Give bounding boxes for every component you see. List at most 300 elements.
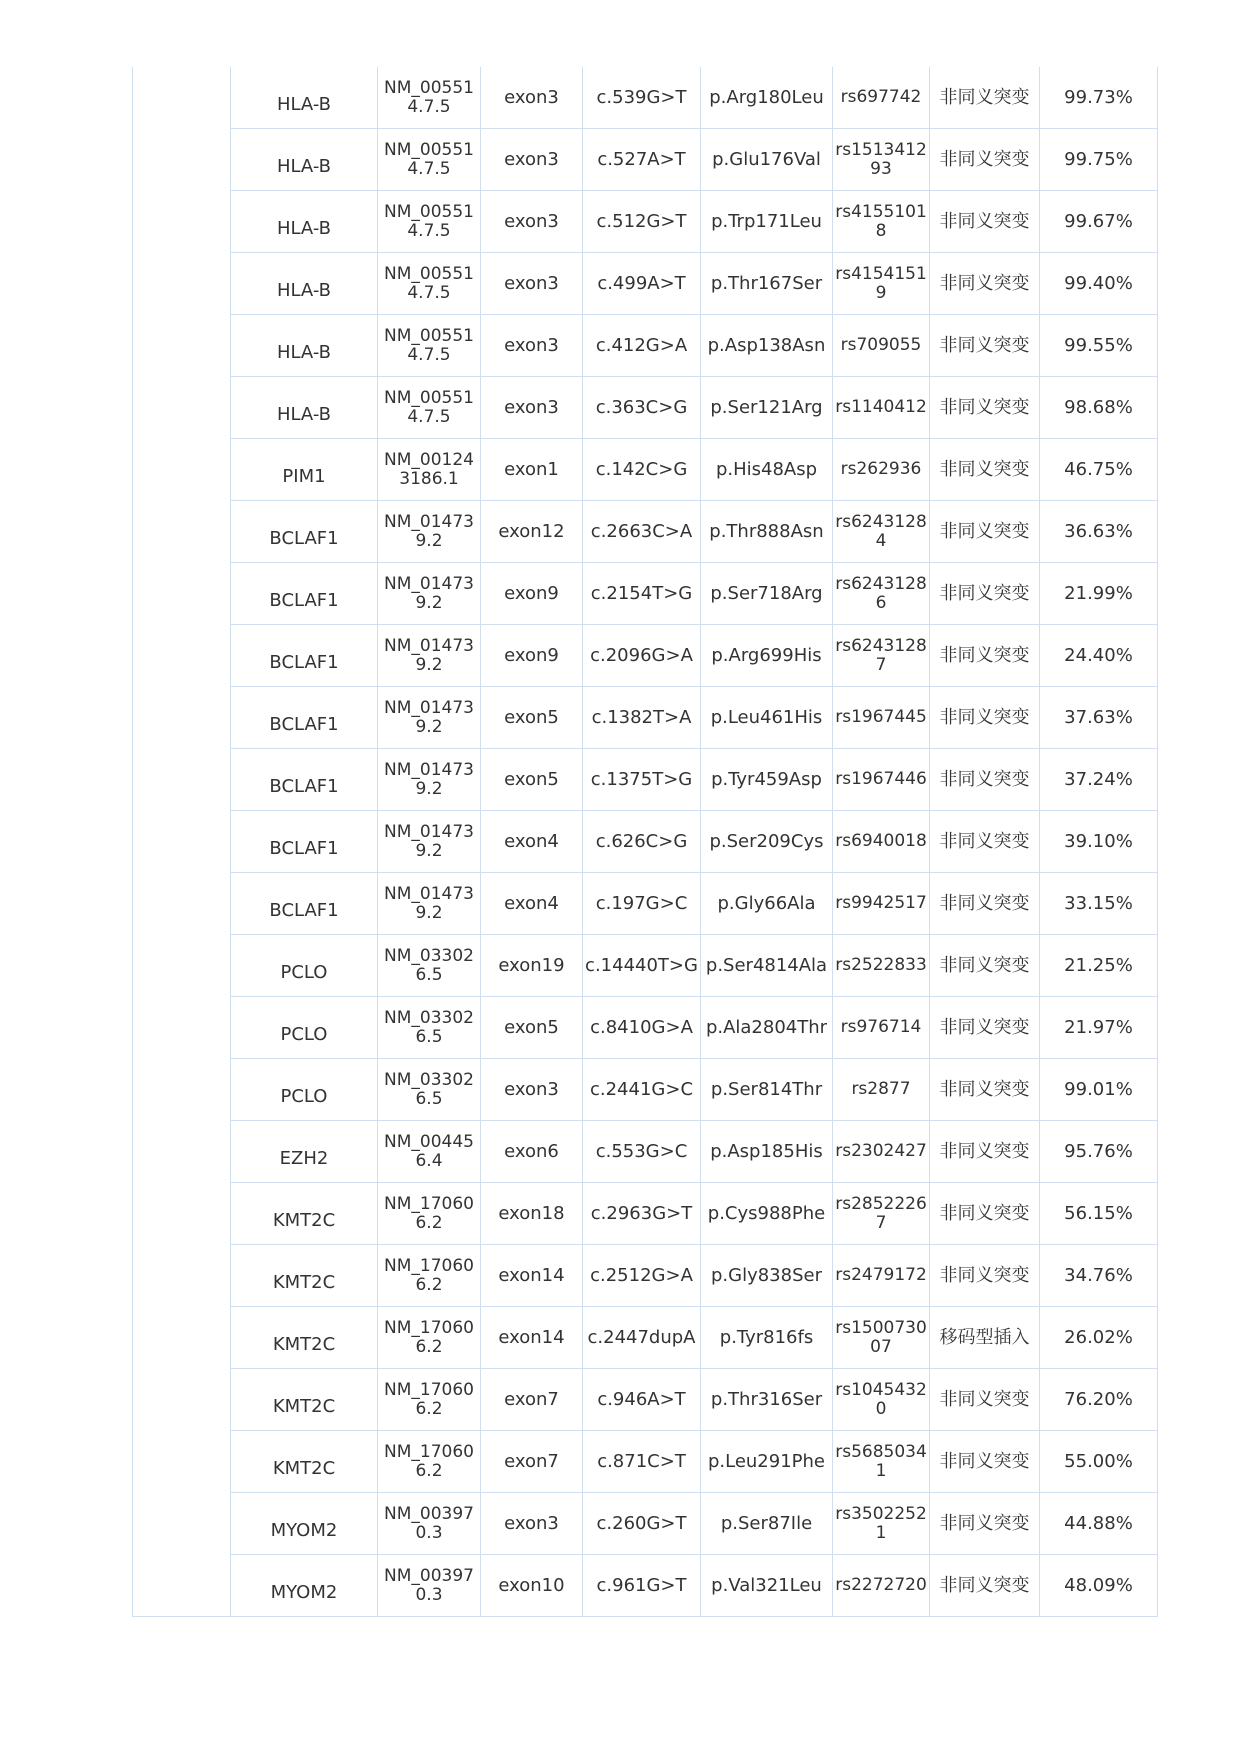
type-cell: 非同义突变 — [930, 191, 1040, 253]
cdna-cell: c.8410G>A — [583, 997, 701, 1059]
table-row — [133, 563, 1158, 625]
exon-cell: exon14 — [481, 1307, 583, 1369]
gene-cell: PCLO — [231, 1059, 378, 1121]
transcript-line: NM_00551 — [384, 263, 474, 284]
transcript-cell — [378, 1307, 481, 1369]
freq-cell: 36.63% — [1040, 501, 1158, 563]
protein-cell: p.Ser4814Ala — [701, 935, 833, 997]
rsid-line: rs4154151 — [835, 263, 927, 284]
rsid-line: rs2877 — [851, 1079, 911, 1099]
transcript-line: 4.7.5 — [407, 96, 451, 117]
transcript-line: NM_01473 — [384, 821, 474, 842]
rsid-line: rs5685034 — [835, 1441, 927, 1462]
exon-cell: exon5 — [481, 687, 583, 749]
exon-cell: exon1 — [481, 439, 583, 501]
transcript-cell — [378, 1121, 481, 1183]
protein-cell: p.Tyr459Asp — [701, 749, 833, 811]
freq-cell: 21.97% — [1040, 997, 1158, 1059]
table-row — [133, 687, 1158, 749]
rsid-cell — [833, 625, 930, 687]
type-cell: 非同义突变 — [930, 1059, 1040, 1121]
protein-cell: p.Gly66Ala — [701, 873, 833, 935]
rsid-line: rs2852226 — [835, 1193, 927, 1214]
rsid-line: rs1045432 — [835, 1379, 927, 1400]
gene-cell: HLA-B — [231, 253, 378, 315]
transcript-line: NM_03302 — [384, 945, 474, 966]
cdna-cell: c.2096G>A — [583, 625, 701, 687]
cdna-cell: c.499A>T — [583, 253, 701, 315]
table-row — [133, 1245, 1158, 1307]
gene-cell: PCLO — [231, 935, 378, 997]
protein-cell: p.Trp171Leu — [701, 191, 833, 253]
transcript-line: 6.5 — [415, 964, 443, 985]
transcript-line: NM_17060 — [384, 1441, 474, 1462]
protein-cell: p.Cys988Phe — [701, 1183, 833, 1245]
rsid-cell — [833, 811, 930, 873]
cdna-cell: c.2441G>C — [583, 1059, 701, 1121]
rsid-cell — [833, 67, 930, 129]
gene-cell: HLA-B — [231, 315, 378, 377]
freq-cell: 99.55% — [1040, 315, 1158, 377]
protein-cell: p.His48Asp — [701, 439, 833, 501]
gene-cell: KMT2C — [231, 1245, 378, 1307]
freq-cell: 56.15% — [1040, 1183, 1158, 1245]
freq-cell: 99.73% — [1040, 67, 1158, 129]
cdna-cell: c.512G>T — [583, 191, 701, 253]
gene-cell: BCLAF1 — [231, 687, 378, 749]
cdna-cell: c.1375T>G — [583, 749, 701, 811]
cdna-cell: c.142C>G — [583, 439, 701, 501]
rsid-line: rs9942517 — [835, 893, 927, 913]
rsid-line: rs262936 — [840, 459, 922, 479]
rsid-cell — [833, 129, 930, 191]
protein-cell: p.Ser814Thr — [701, 1059, 833, 1121]
cdna-cell: c.2512G>A — [583, 1245, 701, 1307]
cdna-cell: c.553G>C — [583, 1121, 701, 1183]
cdna-cell: c.871C>T — [583, 1431, 701, 1493]
rsid-line: rs1513412 — [835, 139, 927, 160]
transcript-line: NM_00551 — [384, 387, 474, 408]
cdna-cell: c.197G>C — [583, 873, 701, 935]
rsid-line: rs1500730 — [835, 1317, 927, 1338]
gene-cell: EZH2 — [231, 1121, 378, 1183]
gene-cell: BCLAF1 — [231, 625, 378, 687]
type-cell: 非同义突变 — [930, 997, 1040, 1059]
gene-cell: KMT2C — [231, 1369, 378, 1431]
transcript-cell — [378, 315, 481, 377]
table-row — [133, 1059, 1158, 1121]
rsid-cell — [833, 315, 930, 377]
rsid-line: rs6243128 — [835, 635, 927, 656]
rsid-cell — [833, 439, 930, 501]
freq-cell: 99.75% — [1040, 129, 1158, 191]
gene-cell: MYOM2 — [231, 1555, 378, 1617]
cdna-cell: c.2447dupA — [583, 1307, 701, 1369]
transcript-line: NM_00397 — [384, 1503, 474, 1524]
exon-cell: exon9 — [481, 625, 583, 687]
protein-cell: p.Tyr816fs — [701, 1307, 833, 1369]
type-cell: 非同义突变 — [930, 1493, 1040, 1555]
exon-cell: exon4 — [481, 811, 583, 873]
rsid-cell — [833, 191, 930, 253]
gene-cell: HLA-B — [231, 67, 378, 129]
gene-cell: KMT2C — [231, 1307, 378, 1369]
transcript-line: 6.5 — [415, 1026, 443, 1047]
cdna-cell: c.1382T>A — [583, 687, 701, 749]
transcript-line: NM_00397 — [384, 1565, 474, 1586]
type-cell: 非同义突变 — [930, 811, 1040, 873]
exon-cell: exon9 — [481, 563, 583, 625]
rsid-line: rs697742 — [840, 87, 922, 107]
protein-cell: p.Ala2804Thr — [701, 997, 833, 1059]
rsid-line: 9 — [875, 282, 887, 303]
freq-cell: 39.10% — [1040, 811, 1158, 873]
exon-cell: exon3 — [481, 377, 583, 439]
transcript-line: 3186.1 — [399, 468, 459, 489]
rsid-cell — [833, 749, 930, 811]
gene-cell: BCLAF1 — [231, 873, 378, 935]
freq-cell: 44.88% — [1040, 1493, 1158, 1555]
cdna-cell: c.2663C>A — [583, 501, 701, 563]
rsid-cell — [833, 1183, 930, 1245]
table-row — [133, 439, 1158, 501]
type-cell: 非同义突变 — [930, 315, 1040, 377]
transcript-cell — [378, 873, 481, 935]
transcript-cell — [378, 935, 481, 997]
table-row — [133, 67, 1158, 129]
cdna-cell: c.527A>T — [583, 129, 701, 191]
transcript-line: NM_03302 — [384, 1069, 474, 1090]
rsid-cell — [833, 1431, 930, 1493]
freq-cell: 24.40% — [1040, 625, 1158, 687]
transcript-cell — [378, 1245, 481, 1307]
variant-table — [132, 67, 1158, 1617]
gene-cell: BCLAF1 — [231, 811, 378, 873]
protein-cell: p.Thr167Ser — [701, 253, 833, 315]
transcript-line: 4.7.5 — [407, 344, 451, 365]
type-cell: 移码型插入 — [930, 1307, 1040, 1369]
type-cell: 非同义突变 — [930, 1369, 1040, 1431]
table-row — [133, 811, 1158, 873]
exon-cell: exon3 — [481, 1493, 583, 1555]
transcript-line: NM_01473 — [384, 883, 474, 904]
table-row — [133, 315, 1158, 377]
table-row — [133, 935, 1158, 997]
transcript-line: 9.2 — [415, 902, 443, 923]
transcript-cell — [378, 253, 481, 315]
rsid-line: rs1967446 — [835, 769, 927, 789]
exon-cell: exon3 — [481, 253, 583, 315]
type-cell: 非同义突变 — [930, 625, 1040, 687]
transcript-cell — [378, 1183, 481, 1245]
transcript-line: NM_00551 — [384, 325, 474, 346]
rsid-line: 6 — [875, 592, 887, 613]
gene-cell: HLA-B — [231, 129, 378, 191]
gene-cell: HLA-B — [231, 191, 378, 253]
cdna-cell: c.363C>G — [583, 377, 701, 439]
table-row — [133, 625, 1158, 687]
exon-cell: exon18 — [481, 1183, 583, 1245]
type-cell: 非同义突变 — [930, 749, 1040, 811]
transcript-line: 4.7.5 — [407, 282, 451, 303]
cdna-cell: c.2963G>T — [583, 1183, 701, 1245]
transcript-cell — [378, 625, 481, 687]
rsid-line: 7 — [875, 654, 887, 675]
transcript-line: 4.7.5 — [407, 220, 451, 241]
protein-cell: p.Val321Leu — [701, 1555, 833, 1617]
rsid-line: 8 — [875, 220, 887, 241]
type-cell: 非同义突变 — [930, 1245, 1040, 1307]
rsid-line: 93 — [870, 158, 892, 179]
rsid-line: rs1967445 — [835, 707, 927, 727]
rsid-cell — [833, 563, 930, 625]
transcript-line: NM_00551 — [384, 201, 474, 222]
protein-cell: p.Leu291Phe — [701, 1431, 833, 1493]
transcript-cell — [378, 439, 481, 501]
transcript-line: NM_17060 — [384, 1379, 474, 1400]
type-cell: 非同义突变 — [930, 253, 1040, 315]
transcript-line: 6.2 — [415, 1460, 443, 1481]
transcript-line: NM_17060 — [384, 1193, 474, 1214]
group-cell — [133, 67, 231, 1617]
cdna-cell: c.14440T>G — [583, 935, 701, 997]
table-row — [133, 1369, 1158, 1431]
table-row — [133, 191, 1158, 253]
type-cell: 非同义突变 — [930, 1555, 1040, 1617]
type-cell: 非同义突变 — [930, 439, 1040, 501]
protein-cell: p.Thr888Asn — [701, 501, 833, 563]
protein-cell: p.Arg180Leu — [701, 67, 833, 129]
table-row — [133, 1183, 1158, 1245]
freq-cell: 95.76% — [1040, 1121, 1158, 1183]
table-row — [133, 873, 1158, 935]
exon-cell: exon14 — [481, 1245, 583, 1307]
transcript-cell — [378, 1431, 481, 1493]
rsid-line: rs3502252 — [835, 1503, 927, 1524]
table-row — [133, 1493, 1158, 1555]
table-row — [133, 253, 1158, 315]
transcript-line: 0.3 — [415, 1522, 443, 1543]
cdna-cell: c.412G>A — [583, 315, 701, 377]
cdna-cell: c.539G>T — [583, 67, 701, 129]
rsid-cell — [833, 687, 930, 749]
rsid-line: rs709055 — [840, 335, 922, 355]
rsid-cell — [833, 935, 930, 997]
transcript-cell — [378, 1059, 481, 1121]
freq-cell: 99.67% — [1040, 191, 1158, 253]
exon-cell: exon6 — [481, 1121, 583, 1183]
protein-cell: p.Leu461His — [701, 687, 833, 749]
transcript-line: 9.2 — [415, 840, 443, 861]
exon-cell: exon19 — [481, 935, 583, 997]
transcript-line: 6.2 — [415, 1398, 443, 1419]
rsid-line: 1 — [875, 1522, 887, 1543]
transcript-line: 9.2 — [415, 716, 443, 737]
transcript-line: 4.7.5 — [407, 158, 451, 179]
rsid-line: rs2302427 — [835, 1141, 927, 1161]
transcript-line: 6.5 — [415, 1088, 443, 1109]
transcript-line: 9.2 — [415, 592, 443, 613]
protein-cell: p.Asp185His — [701, 1121, 833, 1183]
exon-cell: exon3 — [481, 191, 583, 253]
protein-cell: p.Thr316Ser — [701, 1369, 833, 1431]
transcript-cell — [378, 749, 481, 811]
transcript-cell — [378, 563, 481, 625]
rsid-line: rs6243128 — [835, 511, 927, 532]
type-cell: 非同义突变 — [930, 1183, 1040, 1245]
transcript-cell — [378, 191, 481, 253]
exon-cell: exon5 — [481, 749, 583, 811]
rsid-line: rs976714 — [840, 1017, 922, 1037]
rsid-line: rs1140412 — [835, 397, 927, 417]
rsid-cell — [833, 1493, 930, 1555]
exon-cell: exon4 — [481, 873, 583, 935]
rsid-cell — [833, 1307, 930, 1369]
type-cell: 非同义突变 — [930, 129, 1040, 191]
gene-cell: KMT2C — [231, 1431, 378, 1493]
transcript-cell — [378, 811, 481, 873]
rsid-cell — [833, 1121, 930, 1183]
rsid-line: 07 — [870, 1336, 892, 1357]
transcript-line: 9.2 — [415, 654, 443, 675]
type-cell: 非同义突变 — [930, 1121, 1040, 1183]
rsid-cell — [833, 253, 930, 315]
rsid-line: rs6940018 — [835, 831, 927, 851]
exon-cell: exon7 — [481, 1369, 583, 1431]
exon-cell: exon3 — [481, 129, 583, 191]
freq-cell: 37.63% — [1040, 687, 1158, 749]
transcript-line: NM_00445 — [384, 1131, 474, 1152]
table-body — [133, 67, 1158, 1617]
transcript-line: 6.2 — [415, 1336, 443, 1357]
protein-cell: p.Gly838Ser — [701, 1245, 833, 1307]
freq-cell: 33.15% — [1040, 873, 1158, 935]
table-row — [133, 997, 1158, 1059]
type-cell: 非同义突变 — [930, 377, 1040, 439]
gene-cell: KMT2C — [231, 1183, 378, 1245]
freq-cell: 34.76% — [1040, 1245, 1158, 1307]
freq-cell: 21.25% — [1040, 935, 1158, 997]
gene-cell: BCLAF1 — [231, 749, 378, 811]
rsid-cell — [833, 501, 930, 563]
transcript-line: NM_01473 — [384, 511, 474, 532]
transcript-line: NM_00124 — [384, 449, 474, 470]
rsid-cell — [833, 1555, 930, 1617]
transcript-cell — [378, 997, 481, 1059]
rsid-line: 4 — [875, 530, 887, 551]
type-cell: 非同义突变 — [930, 563, 1040, 625]
rsid-cell — [833, 377, 930, 439]
rsid-cell — [833, 1245, 930, 1307]
gene-cell: PCLO — [231, 997, 378, 1059]
gene-cell: MYOM2 — [231, 1493, 378, 1555]
transcript-line: NM_00551 — [384, 139, 474, 160]
cdna-cell: c.260G>T — [583, 1493, 701, 1555]
table-row — [133, 1555, 1158, 1617]
protein-cell: p.Asp138Asn — [701, 315, 833, 377]
rsid-cell — [833, 1369, 930, 1431]
transcript-cell — [378, 1369, 481, 1431]
transcript-line: NM_01473 — [384, 573, 474, 594]
exon-cell: exon12 — [481, 501, 583, 563]
transcript-line: NM_17060 — [384, 1317, 474, 1338]
transcript-line: 9.2 — [415, 778, 443, 799]
freq-cell: 98.68% — [1040, 377, 1158, 439]
table-row — [133, 1307, 1158, 1369]
transcript-line: 4.7.5 — [407, 406, 451, 427]
cdna-cell: c.626C>G — [583, 811, 701, 873]
freq-cell: 37.24% — [1040, 749, 1158, 811]
transcript-line: 0.3 — [415, 1584, 443, 1605]
transcript-line: NM_17060 — [384, 1255, 474, 1276]
transcript-line: NM_03302 — [384, 1007, 474, 1028]
table-row — [133, 501, 1158, 563]
rsid-line: rs2479172 — [835, 1265, 927, 1285]
transcript-line: 9.2 — [415, 530, 443, 551]
exon-cell: exon3 — [481, 1059, 583, 1121]
freq-cell: 76.20% — [1040, 1369, 1158, 1431]
transcript-line: 6.2 — [415, 1212, 443, 1233]
rsid-line: rs2522833 — [835, 955, 927, 975]
freq-cell: 46.75% — [1040, 439, 1158, 501]
transcript-cell — [378, 67, 481, 129]
cdna-cell: c.961G>T — [583, 1555, 701, 1617]
freq-cell: 55.00% — [1040, 1431, 1158, 1493]
rsid-cell — [833, 873, 930, 935]
table-row — [133, 749, 1158, 811]
transcript-line: 6.2 — [415, 1274, 443, 1295]
type-cell: 非同义突变 — [930, 873, 1040, 935]
freq-cell: 21.99% — [1040, 563, 1158, 625]
protein-cell: p.Ser121Arg — [701, 377, 833, 439]
transcript-line: NM_01473 — [384, 635, 474, 656]
transcript-cell — [378, 377, 481, 439]
table-row — [133, 1431, 1158, 1493]
rsid-line: rs2272720 — [835, 1575, 927, 1595]
exon-cell: exon5 — [481, 997, 583, 1059]
cdna-cell: c.2154T>G — [583, 563, 701, 625]
exon-cell: exon7 — [481, 1431, 583, 1493]
gene-cell: BCLAF1 — [231, 563, 378, 625]
type-cell: 非同义突变 — [930, 501, 1040, 563]
table-row — [133, 377, 1158, 439]
gene-cell: HLA-B — [231, 377, 378, 439]
freq-cell: 99.01% — [1040, 1059, 1158, 1121]
transcript-cell — [378, 501, 481, 563]
transcript-line: NM_01473 — [384, 759, 474, 780]
freq-cell: 99.40% — [1040, 253, 1158, 315]
rsid-line: rs4155101 — [835, 201, 927, 222]
transcript-line: 6.4 — [415, 1150, 443, 1171]
table-row — [133, 1121, 1158, 1183]
exon-cell: exon3 — [481, 315, 583, 377]
transcript-cell — [378, 129, 481, 191]
rsid-line: 1 — [875, 1460, 887, 1481]
freq-cell: 48.09% — [1040, 1555, 1158, 1617]
exon-cell: exon3 — [481, 67, 583, 129]
type-cell: 非同义突变 — [930, 67, 1040, 129]
type-cell: 非同义突变 — [930, 1431, 1040, 1493]
transcript-cell — [378, 687, 481, 749]
transcript-line: NM_00551 — [384, 77, 474, 98]
gene-cell: PIM1 — [231, 439, 378, 501]
transcript-cell — [378, 1555, 481, 1617]
rsid-line: 0 — [875, 1398, 887, 1419]
transcript-cell — [378, 1493, 481, 1555]
protein-cell: p.Ser87Ile — [701, 1493, 833, 1555]
protein-cell: p.Glu176Val — [701, 129, 833, 191]
rsid-line: 7 — [875, 1212, 887, 1233]
